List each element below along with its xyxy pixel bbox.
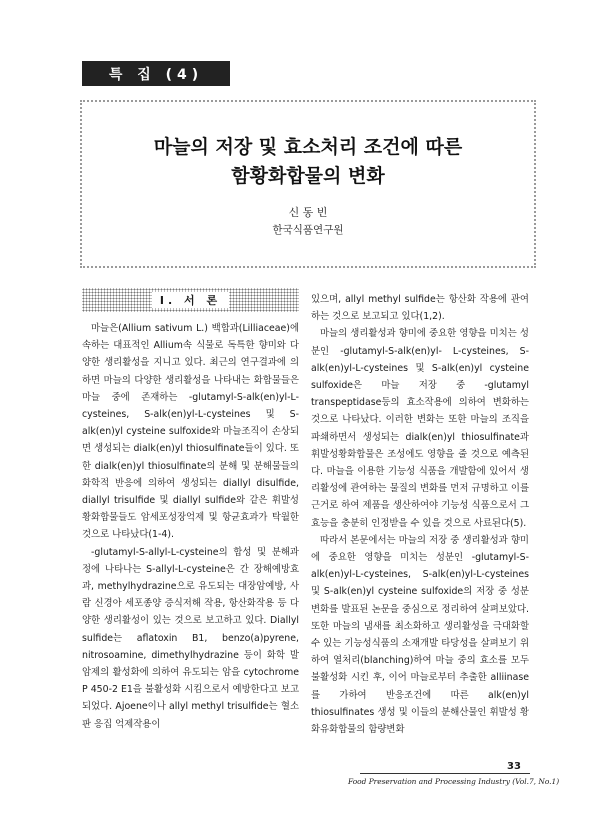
paragraph: 있으며, allyl methyl sulfide는 항산화 작용에 관여하는 것으로 보고되고 있다(1,2). — [311, 294, 529, 323]
section-heading-label: I. 서 론 — [152, 292, 229, 308]
paragraph: 따라서 본문에서는 마늘의 저장 중 생리활성과 향미에 중요한 영향을 미치는 성분인 -glutamyl-S-alk(en)yl-L-cysteines, S-alk(en)yl-L-cysteines 및 S-alk(en)yl cysteine sulfoxide의 저장 중 성분변화를 발표된 논문을 중심으로 정리하여 살펴보았다. 또한 마늘의 냄새를 최소화하고 생리활성을 극대화할 수 있는 기능성식품의 소재개발 타당성을 살펴보기 위하여 열처리(blanching)하여 마늘 중의 효소를 모두 불활성화 시킨 후, 이어 마늘로부터 추출한 alliinase를 가하여 반응조건에 따른 alk(en)yl thiosulfinates 생성 및 이들의 분해산물인 휘발성 황화유화합물의 함량변화 — [311, 534, 529, 736]
feature-tag: 특 집 (4) — [82, 61, 230, 86]
right-column — [311, 291, 529, 738]
paragraph: 마늘의 생리활성과 향미에 중요한 영향을 미치는 성분인 -glutamyl-S-alk(en)yl- L-cysteines, S-alk(en)yl-L-cysteines 및 S-alk(en)yl cysteine sulfoxide은 마늘 저장 중 -glutamyl transpeptidase등의 효소작용에 의하여 변화하는 것으로 나타났다. 이러한 변화는 또한 마늘의 조직을 파쇄하면서 생성되는 dialk(en)yl thiosulfinate과 휘발성황화합물은 조성에도 영향을 줄 것으로 예측된다. 마늘을 이용한 기능성 식품을 개발함에 있어서 생리활성에 관여하는 물질의 변화를 먼저 규명하고 이를 근거로 하여 제품을 생산하여야 기능성 식품으로서 그 효능을 충분히 인정받을 수 있을 것으로 사료된다(5). — [311, 328, 529, 529]
author: 신 동 빈 — [288, 206, 328, 219]
affiliation: 한국식품연구원 — [272, 224, 344, 236]
left-column — [82, 320, 299, 733]
section-heading — [82, 288, 299, 312]
page-number: 33 — [507, 761, 521, 772]
footer-rule — [360, 773, 530, 774]
title-line-2: 함황화합물의 변화 — [231, 165, 385, 187]
title-line-1: 마늘의 저장 및 효소처리 조건에 따른 — [153, 136, 463, 158]
paragraph: 마늘은(Allium sativum L.) 백합과(Lilliaceae)에 속하는 대표적인 Allium속 식물로 독특한 향미와 다양한 생리활성을 지니고 있다. 최근의 연구결과에 의하면 마늘의 다양한 생리활성을 나타내는 화합물들은 마늘 중에 존재하는 -glutamyl-S-alk(en)yl-L- cysteines, S-alk(en)yl-L-cysteines 및 S-alk(en)yl cysteine sulfoxide와 마늘조직이 손상되면 생성되는 dialk(en)yl thiosulfinate들이 있다. 또한 dialk(en)yl thiosulfinate의 분해 및 분해물들의 화학적 반응에 의하여 생성되는 diallyl disulfide, diallyl trisulfide 및 diallyl sulfide와 같은 휘발성 황화합물들도 암세포성장억제 및 항균효과가 탁월한 것으로 나타났다(1-4). — [82, 323, 299, 541]
article-title — [80, 133, 536, 191]
paragraph: -glutamyl-S-allyl-L-cysteine의 합성 및 분해과정에 나타나는 S-allyl-L-cysteine은 간 장해예방효과, methylhydrazine으로 유도되는 대장암예방, 사람 신경아 세포종양 증식저해 작용, 항산화작용 등 다양한 생리활성이 있는 것으로 보고하고 있다. Diallyl sulfide는 aflatoxin B1, benzo(a)pyrene, nitrosoamine, dimethylhydrazine 등이 화학 발암제의 활성화에 의하여 유도되는 암을 cytochrome P 450-2 E1을 불활성화 시킴으로서 예방한다고 보고되었다. Ajoene이나 allyl methyl trisulfide는 혈소판 응집 억제작용이 — [82, 546, 299, 730]
journal-name: Food Preservation and Processing Industry (Vol.7, No.1) — [348, 777, 560, 786]
